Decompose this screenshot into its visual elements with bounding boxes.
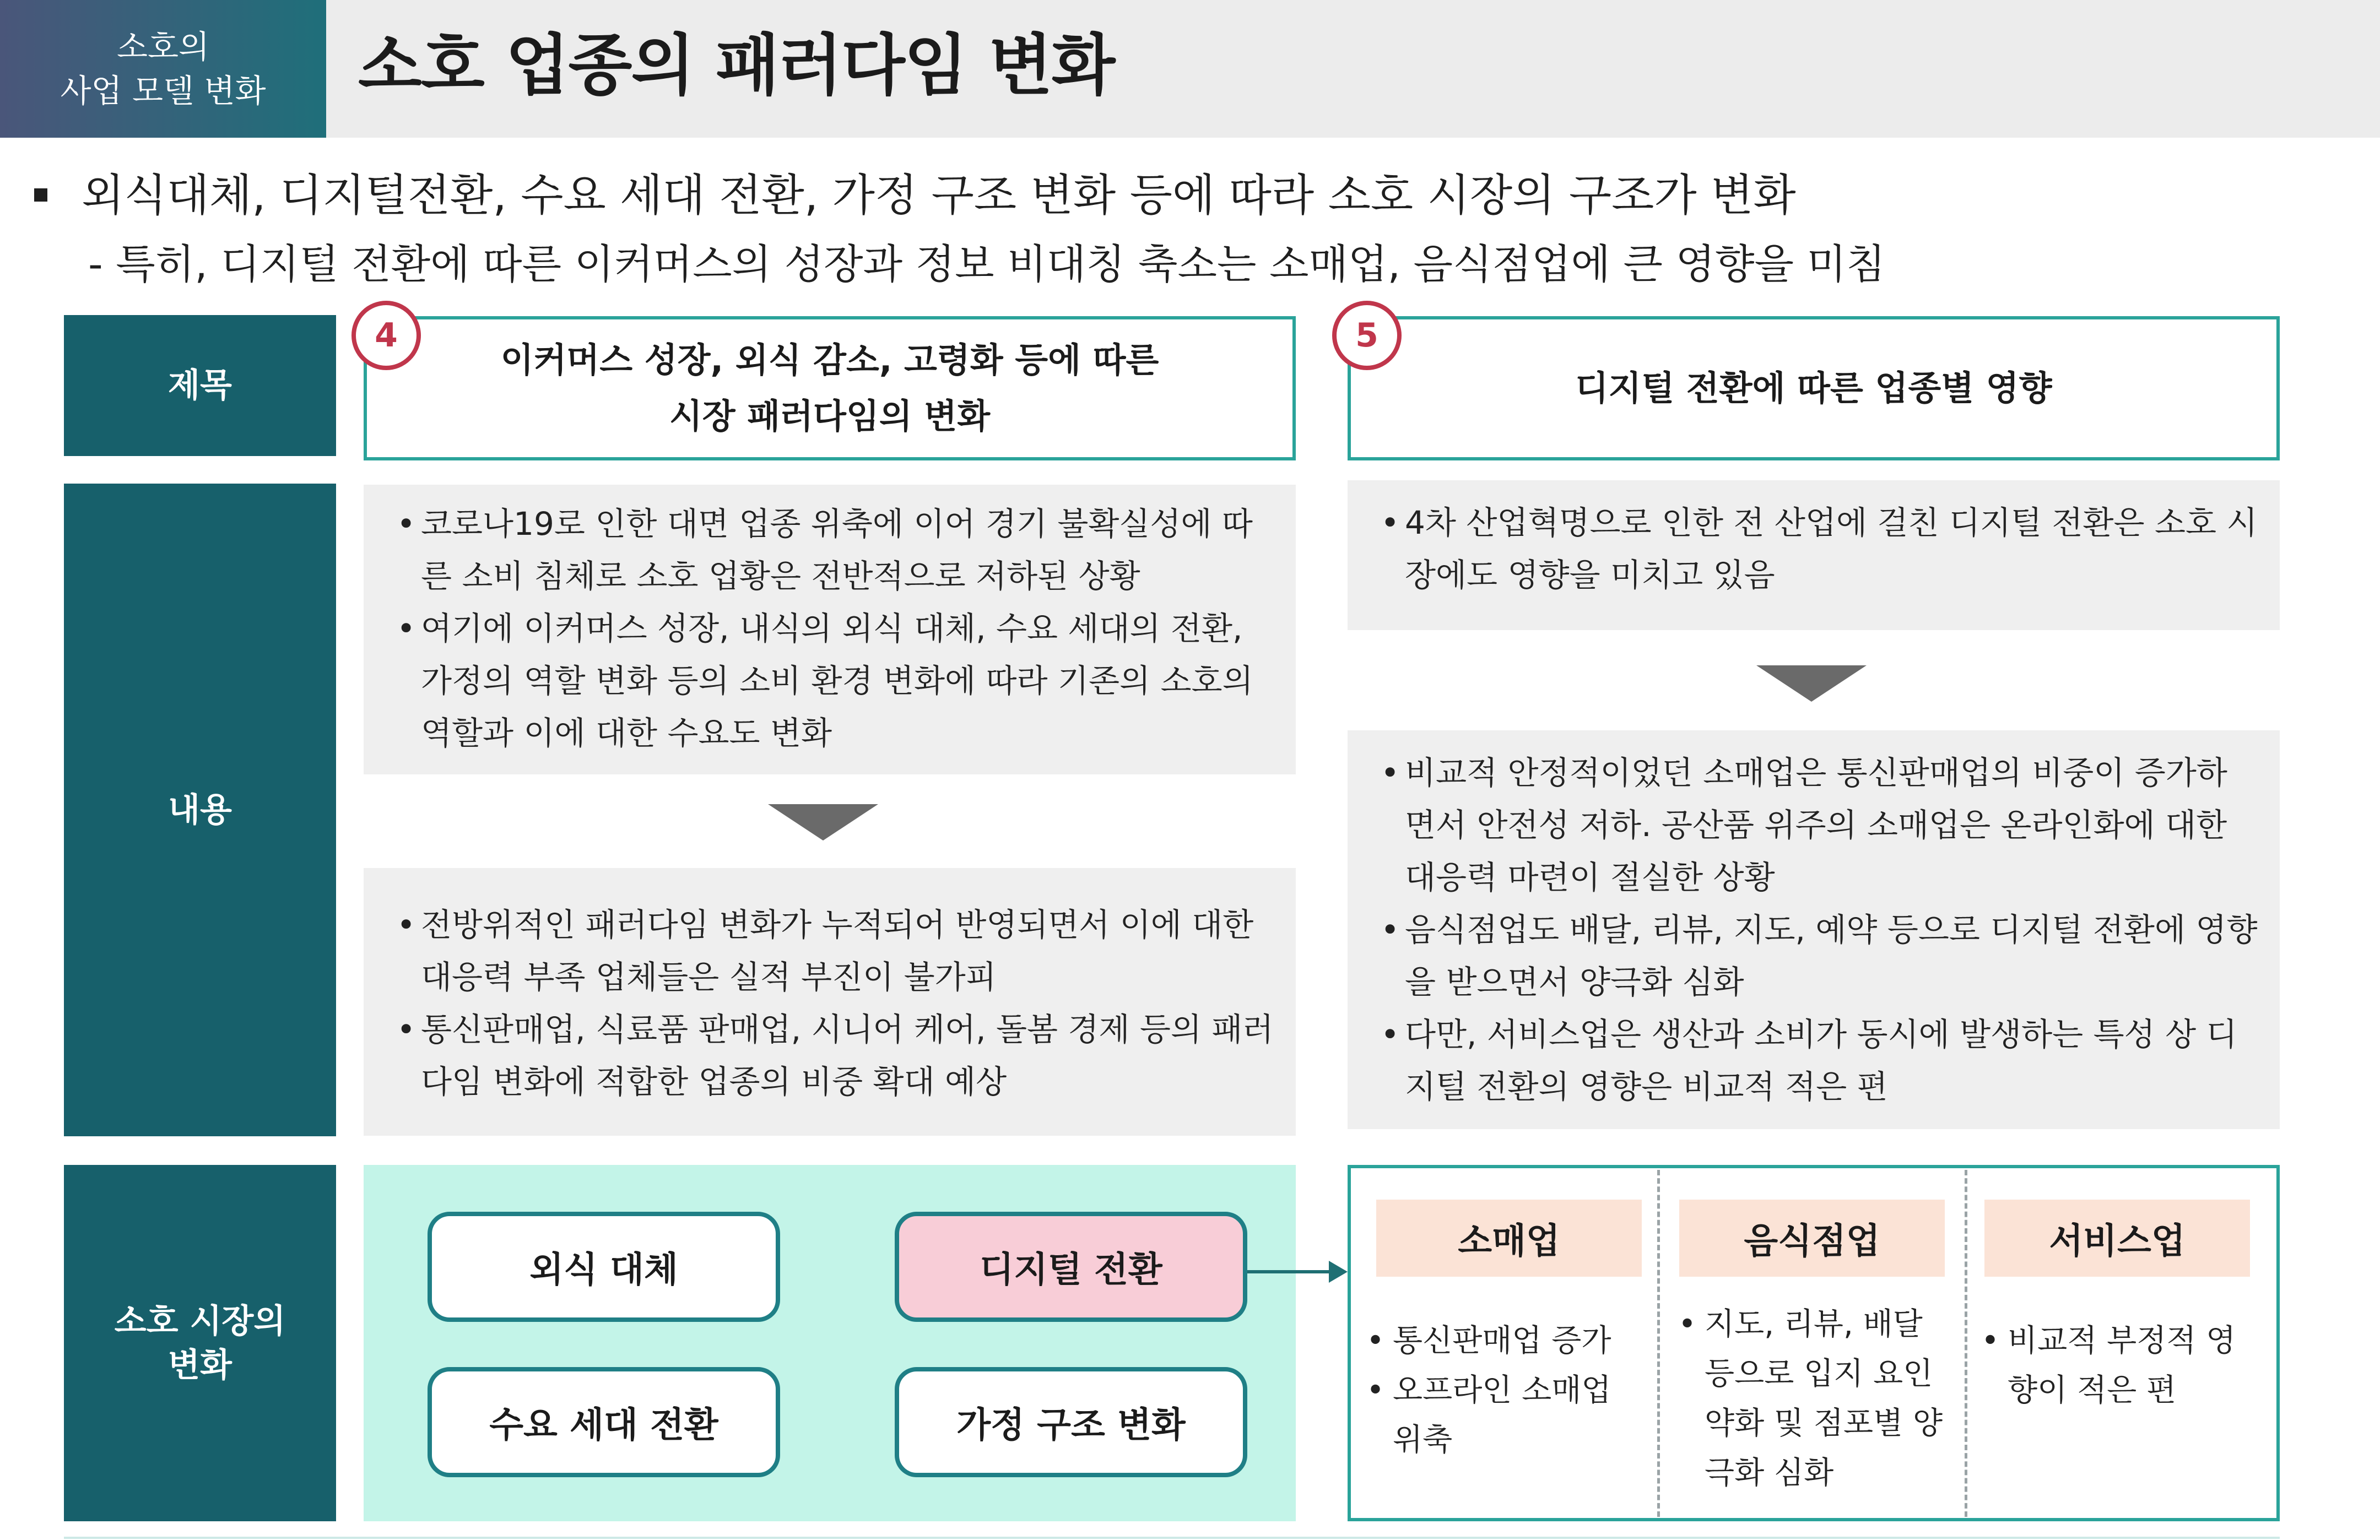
number-badge-5: 5 — [1332, 301, 1402, 370]
row-label-market-line1: 소호 시장의 — [114, 1302, 286, 1341]
down-triangle-icon — [1756, 665, 1867, 702]
square-bullet-icon — [34, 188, 47, 202]
list-item: • 코로나19로 인한 대면 업종 위축에 이어 경기 불확실성에 따른 소비 침체로 소호 업황은 전반적으로 저하된 상황 — [397, 498, 1274, 603]
factor-digital-transformation: 디지털 전환 — [895, 1212, 1247, 1322]
left-title-line1: 이커머스 성장, 외식 감소, 고령화 등에 따른 — [500, 340, 1159, 380]
row-label-title: 제목 — [64, 315, 336, 456]
header-band — [0, 0, 2380, 138]
list-item: • 비교적 안정적이었던 소매업은 통신판매업의 비중이 증가하면서 안전성 저하. 공산품 위주의 소매업은 온라인화에 대한 대응력 마련이 절실한 상황 — [1381, 747, 2258, 904]
right-title: 디지털 전환에 따른 업종별 영향 — [1575, 368, 2052, 408]
list-item: • 4차 산업혁명으로 인한 전 산업에 걸친 디지털 전환은 소호 시장에도 영향을 미치고 있음 — [1381, 497, 2258, 601]
right-content-box-1 — [1348, 480, 2280, 630]
summary-sub: - 특히, 디지털 전환에 따른 이커머스의 성장과 정보 비대칭 축소는 소매업, 음식점업에 큰 영향을 미침 — [88, 241, 1886, 288]
column-divider — [1965, 1170, 1967, 1517]
list-item: • 통신판매업 증가 — [1366, 1316, 1642, 1366]
right-title-box — [1348, 316, 2280, 460]
left-title-box — [364, 316, 1296, 460]
list-item: • 여기에 이커머스 성장, 내식의 외식 대체, 수요 세대의 전환, 가정의 역할 변화 등의 소비 환경 변화에 따라 기존의 소호의 역할과 이에 대한 수요도 변화 — [397, 603, 1274, 760]
page-title: 소호 업종의 패러다임 변화 — [358, 28, 1115, 104]
list-item: • 전방위적인 패러다임 변화가 누적되어 반영되면서 이에 대한 대응력 부족 업체들은 실적 부진이 불가피 — [397, 899, 1274, 1004]
list-item: • 지도, 리뷰, 배달 등으로 입지 요인 약화 및 점포별 양극화 심화 — [1678, 1300, 1954, 1498]
left-content-box-1 — [364, 485, 1296, 774]
arrow-right-icon — [1329, 1261, 1348, 1283]
section-tag — [0, 0, 326, 138]
row-label-market-line2: 변화 — [168, 1346, 232, 1385]
list-item: • 오프라인 소매업 위축 — [1366, 1366, 1642, 1465]
industry-points-retail — [1366, 1316, 1642, 1465]
list-item: • 음식점업도 배달, 리뷰, 지도, 예약 등으로 디지털 전환에 영향을 받으면서 양극화 심화 — [1381, 904, 2258, 1008]
left-title-line2: 시장 패러다임의 변화 — [669, 396, 991, 436]
number-badge-4: 4 — [351, 301, 421, 370]
summary-main — [34, 165, 1796, 226]
row-label-content: 내용 — [64, 484, 336, 1136]
section-tag-line2: 사업 모델 변화 — [60, 72, 266, 110]
list-item: • 다만, 서비스업은 생산과 소비가 동시에 발생하는 특성 상 디지털 전환의 영향은 비교적 적은 편 — [1381, 1008, 2258, 1113]
industry-header-retail: 소매업 — [1376, 1200, 1642, 1277]
right-content-box-2 — [1348, 730, 2280, 1129]
summary-main-text: 외식대체, 디지털전환, 수요 세대 전환, 가정 구조 변화 등에 따라 소호 시장의 구조가 변화 — [82, 170, 1796, 221]
list-item: • 비교적 부정적 영향이 적은 편 — [1981, 1316, 2257, 1416]
bottom-divider — [64, 1537, 2280, 1539]
connector-arrow-line — [1247, 1270, 1330, 1273]
section-tag-line1: 소호의 — [116, 28, 210, 66]
row-label-market — [64, 1165, 336, 1521]
factor-dining-substitution: 외식 대체 — [428, 1212, 780, 1322]
industry-header-service: 서비스업 — [1984, 1200, 2250, 1277]
left-content-box-2 — [364, 868, 1296, 1136]
factor-household-change: 가정 구조 변화 — [895, 1367, 1247, 1477]
factor-generation-shift: 수요 세대 전환 — [428, 1367, 780, 1477]
down-triangle-icon — [768, 804, 878, 841]
industry-points-service — [1981, 1316, 2257, 1416]
column-divider — [1657, 1170, 1660, 1517]
industry-points-restaurant — [1678, 1300, 1954, 1498]
industry-header-restaurant: 음식점업 — [1679, 1200, 1945, 1277]
list-item: • 통신판매업, 식료품 판매업, 시니어 케어, 돌봄 경제 등의 패러다임 변화에 적합한 업종의 비중 확대 예상 — [397, 1004, 1274, 1108]
